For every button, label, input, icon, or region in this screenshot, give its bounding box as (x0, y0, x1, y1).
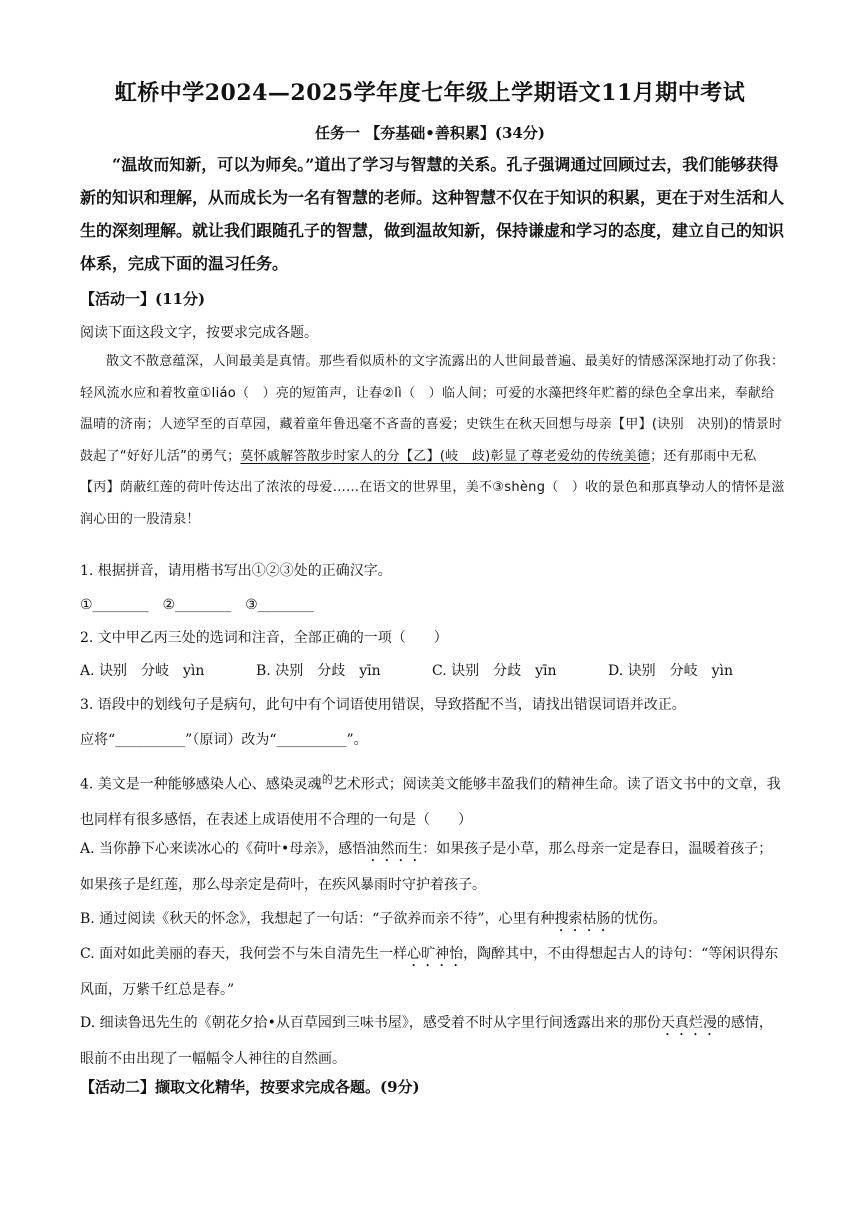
idiom-c: 心旷神怡 (407, 946, 464, 962)
option-b[interactable]: B. 决别 分歧 yīn (256, 663, 381, 679)
question-1: 1. 根据拼音，请用楷书写出①②③处的正确汉字。 (80, 563, 392, 579)
question-2-options (80, 660, 733, 680)
question-4-option-c[interactable]: C. 面对如此美丽的春天，我何尝不与朱自清先生一样心旷神怡，陶醉其中，不由得想起古人的诗句：“等闲识得东风面，万紫千红总是春。” (80, 946, 779, 998)
idiom-a: 油然而生 (366, 841, 423, 857)
idiom-d: 天真烂漫 (660, 1015, 717, 1031)
passage-part-1: 散文不散意蕴深，人间最美是真情。那些看似质朴的文字流露出的人世间最普遍、最美好的情感深深地打动了你我：轻风流水应和着牧童①liáo（ ）亮的短笛声，让春②lì（ ）临人间；可爱的水藻把终年贮蓄的绿色全拿出来，奉献给温晴的济南；人迹罕至的百草园，藏着童年鲁迅毫不吝啬的喜爱；史铁生在秋天回想与母亲【甲】(诀别 决别)的情景时鼓起了“好好儿活”的勇气； (80, 354, 785, 464)
exam-title: 虹桥中学2024—2025学年度七年级上学期语文11月期中考试 (114, 80, 746, 106)
option-c[interactable]: C. 诀别 分歧 yīn (432, 663, 557, 679)
intro-paragraph: “温故而知新，可以为师矣。”道出了学习与智慧的关系。孔子强调通过回顾过去，我们能够获得新的知识和理解，从而成长为一名有智慧的老师。这种智慧不仅在于知识的积累，更在于对生活和人生的深刻理解。就让我们跟随孔子的智慧，做到温故知新，保持谦虚和学习的态度，建立自己的知识体系，完成下面的温习任务。 (80, 155, 785, 273)
underlined-sentence: 莫怀戚解答散步时家人的分【乙】(岐 歧)彰显了尊老爱幼的传统美德 (240, 448, 651, 464)
activity-two-heading: 【活动二】撷取文化精华，按要求完成各题。(9分) (80, 1078, 420, 1096)
question-4-option-b[interactable]: B. 通过阅读《秋天的怀念》，我想起了一句话：“子欲养而亲不待”，心里有种搜索枯肠的忧伤。 (80, 911, 667, 927)
question-4-option-d[interactable]: D. 细读鲁迅先生的《朝花夕拾•从百草园到三味书屋》，感受着不时从字里行间透露出来的那份天真烂漫的感情，眼前不由出现了一幅幅令人神往的自然画。 (80, 1015, 773, 1067)
option-d[interactable]: D. 诀别 分岐 yìn (608, 663, 734, 679)
idiom-b: 搜索枯肠 (554, 911, 611, 927)
question-4-stem: 4. 美文是一种能够感染人心、感染灵魂$^的$艺术形式；阅读美文能够丰盈我们的精神生命。读了语文书中的文章，我也同样有很多感悟，在表述上成语使用不合理的一句是（ ） (80, 773, 781, 829)
question-4-option-a[interactable]: A. 当你静下心来读冰心的《荷叶•母亲》，感悟油然而生：如果孩子是小草，那么母亲一定是春日，温暖着孩子；如果孩子是红莲，那么母亲定是荷叶，在疾风暴雨时守护着孩子。 (80, 841, 773, 893)
question-1-blanks[interactable]: ①________ ②________ ③________ (80, 597, 314, 613)
option-a[interactable]: A. 诀别 分岐 yìn (80, 663, 205, 679)
passage-part-2: ；还有那雨中无私【丙】荫蔽红莲的荷叶传达出了浓浓的母爱……在语文的世界里，美不③shèng（ ）收的景色和那真挚动人的情怀是滋润心田的一股清泉！ (80, 448, 785, 527)
activity-one-heading: 【活动一】(11分) (80, 290, 206, 308)
task-one-heading: 任务一 【夯基础•善积累】(34分) (315, 124, 545, 142)
question-3-answer-line[interactable]: 应将“__________”（原词）改为“__________”。 (80, 732, 368, 748)
reading-passage (80, 346, 785, 535)
question-3: 3. 语段中的划线句子是病句，此句中有个词语使用错误，导致搭配不当，请找出错误词语并改正。 (80, 697, 686, 713)
activity-one-instruction: 阅读下面这段文字，按要求完成各题。 (80, 325, 318, 341)
question-2: 2. 文中甲乙丙三处的选词和注音，全部正确的一项（ ） (80, 630, 448, 646)
